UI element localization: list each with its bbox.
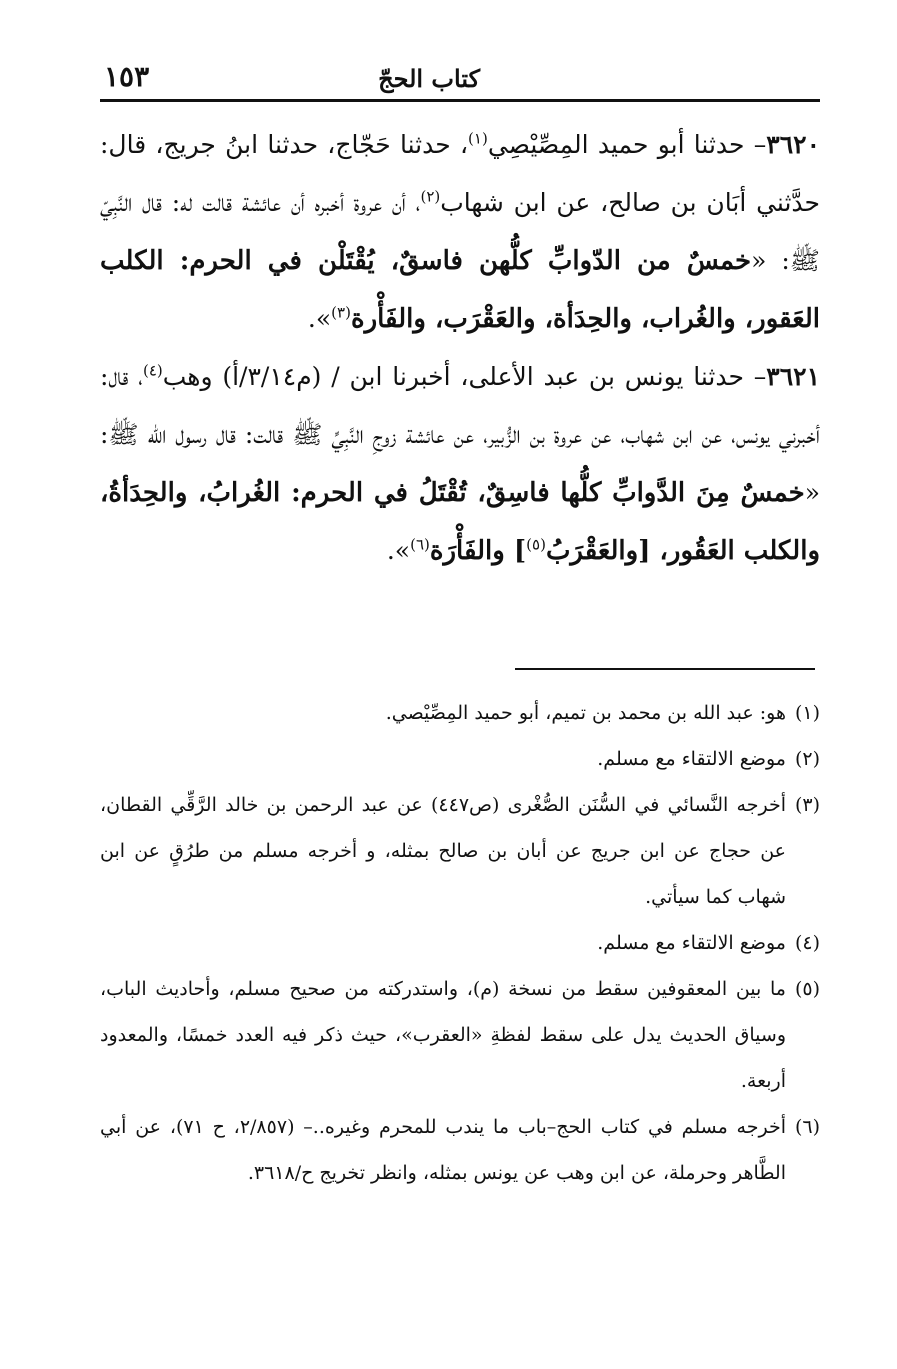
isnad-text: – حدثنا يونس بن عبد الأعلى، أخبرنا ابن / (م٣/١٤/أ) وهب — [162, 362, 767, 391]
footnote-6 — [100, 1104, 820, 1196]
isnad-text: ، حدثنا حَجّاج، حدثنا ابنُ جريج، قال: حدَّثني أبَان بن صالح، عن ابن شهاب — [100, 130, 820, 217]
footnote-ref[interactable]: (٤) — [142, 361, 163, 380]
footnote-4 — [100, 920, 820, 966]
footnote-label: (٢) — [794, 748, 820, 770]
footnote-text: أخرجه مسلم في كتاب الحج–باب ما يندب للمحرم وغيره..– (٢/٨٥٧، ح ٧١)، عن أبي الطَّاهر وحرملة، عن ابن وهب عن يونس بمثله، وانظر تخريج ح/٣٦١٨. — [100, 1116, 786, 1184]
hadith-matn: خمسٌ من الدّوابِّ كلُّهن فاسقٌ، يُقْتَلْن في الحرم: الكلب العَقور، والغُراب، والحِدَأة، والعَقْرَب، والفَأْرة — [100, 246, 820, 334]
page-number: ١٥٣ — [104, 60, 150, 93]
footnote-label: (٤) — [794, 932, 820, 954]
footnote-ref[interactable]: (٦) — [410, 535, 430, 554]
footnote-text: موضع الالتقاء مع مسلم. — [597, 932, 786, 954]
hadith-matn: ] والفَأْرَة — [429, 536, 527, 566]
footnote-ref[interactable]: (١) — [468, 129, 488, 148]
hadith-matn: خمسٌ مِنَ الدَّوابِّ كلُّها فاسِقٌ، تُقْتَلُ في الحرم: الغُرابُ، والحِدَأةُ، والكلب العَقُور، [والعَقْرَبُ — [100, 478, 820, 566]
isnad-text: ، قال: أخبرني يونس، عن ابن شهاب، عن عروة بن الزُّبير، عن عائشة زوجِ النَّبِيِّ ﷺ قالت: قال رسول الله ﷺ: « — [100, 362, 820, 507]
hadith-3620 — [100, 116, 820, 348]
footnote-text: هو: عبد الله بن محمد بن تميم، أبو حميد المِصِّيْصي. — [385, 702, 786, 724]
header-rule — [100, 99, 820, 102]
footnote-1 — [100, 690, 820, 736]
footnote-ref[interactable]: (٣) — [331, 303, 351, 322]
footnote-label: (١) — [794, 702, 820, 724]
footnote-text: موضع الالتقاء مع مسلم. — [597, 748, 786, 770]
hadith-3621 — [100, 348, 820, 580]
page-header — [100, 58, 820, 98]
main-text — [100, 116, 820, 580]
footnote-label: (٣) — [794, 794, 820, 816]
closing-quote: ». — [386, 536, 411, 565]
hadith-number: ٣٦٢٠ — [766, 130, 820, 159]
footnote-5 — [100, 966, 820, 1104]
footnote-separator — [515, 668, 815, 670]
footnote-3 — [100, 782, 820, 920]
isnad-text: – حدثنا أبو حميد المِصِّيْصِي — [487, 130, 767, 159]
closing-quote: ». — [307, 304, 332, 333]
isnad-text: ، أن عروة أخبره أن عائشة قالت له: قال النَّبِيّ ﷺ: « — [100, 188, 821, 275]
footnote-label: (٦) — [794, 1116, 820, 1138]
hadith-number: ٣٦٢١ — [766, 362, 820, 391]
running-title: كتاب الحجّ — [378, 64, 480, 93]
footnote-text: ما بين المعقوفين سقط من نسخة (م)، واستدركته من صحيح مسلم، وأحاديث الباب، وسياق الحديث يدل على سقط لفظةِ «العقرب»، حيث ذكر فيه العدد خمسًا، والمعدود أربعة. — [100, 978, 786, 1092]
footnote-2 — [100, 736, 820, 782]
footnote-ref[interactable]: (٢) — [420, 187, 441, 206]
footnote-label: (٥) — [794, 978, 820, 1000]
footnotes — [100, 690, 820, 1196]
footnote-ref[interactable]: (٥) — [526, 535, 546, 554]
footnote-text: أخرجه النَّسائي في السُّنَن الصُّغْرى (ص٤٤٧) عن عبد الرحمن بن خالد الرَّقِّي القطان، عن حجاج عن ابن جريج عن أبان بن صالح بمثله، و أخرجه مسلم من طرُقٍ عن ابن شهاب كما سيأتي. — [100, 794, 786, 908]
